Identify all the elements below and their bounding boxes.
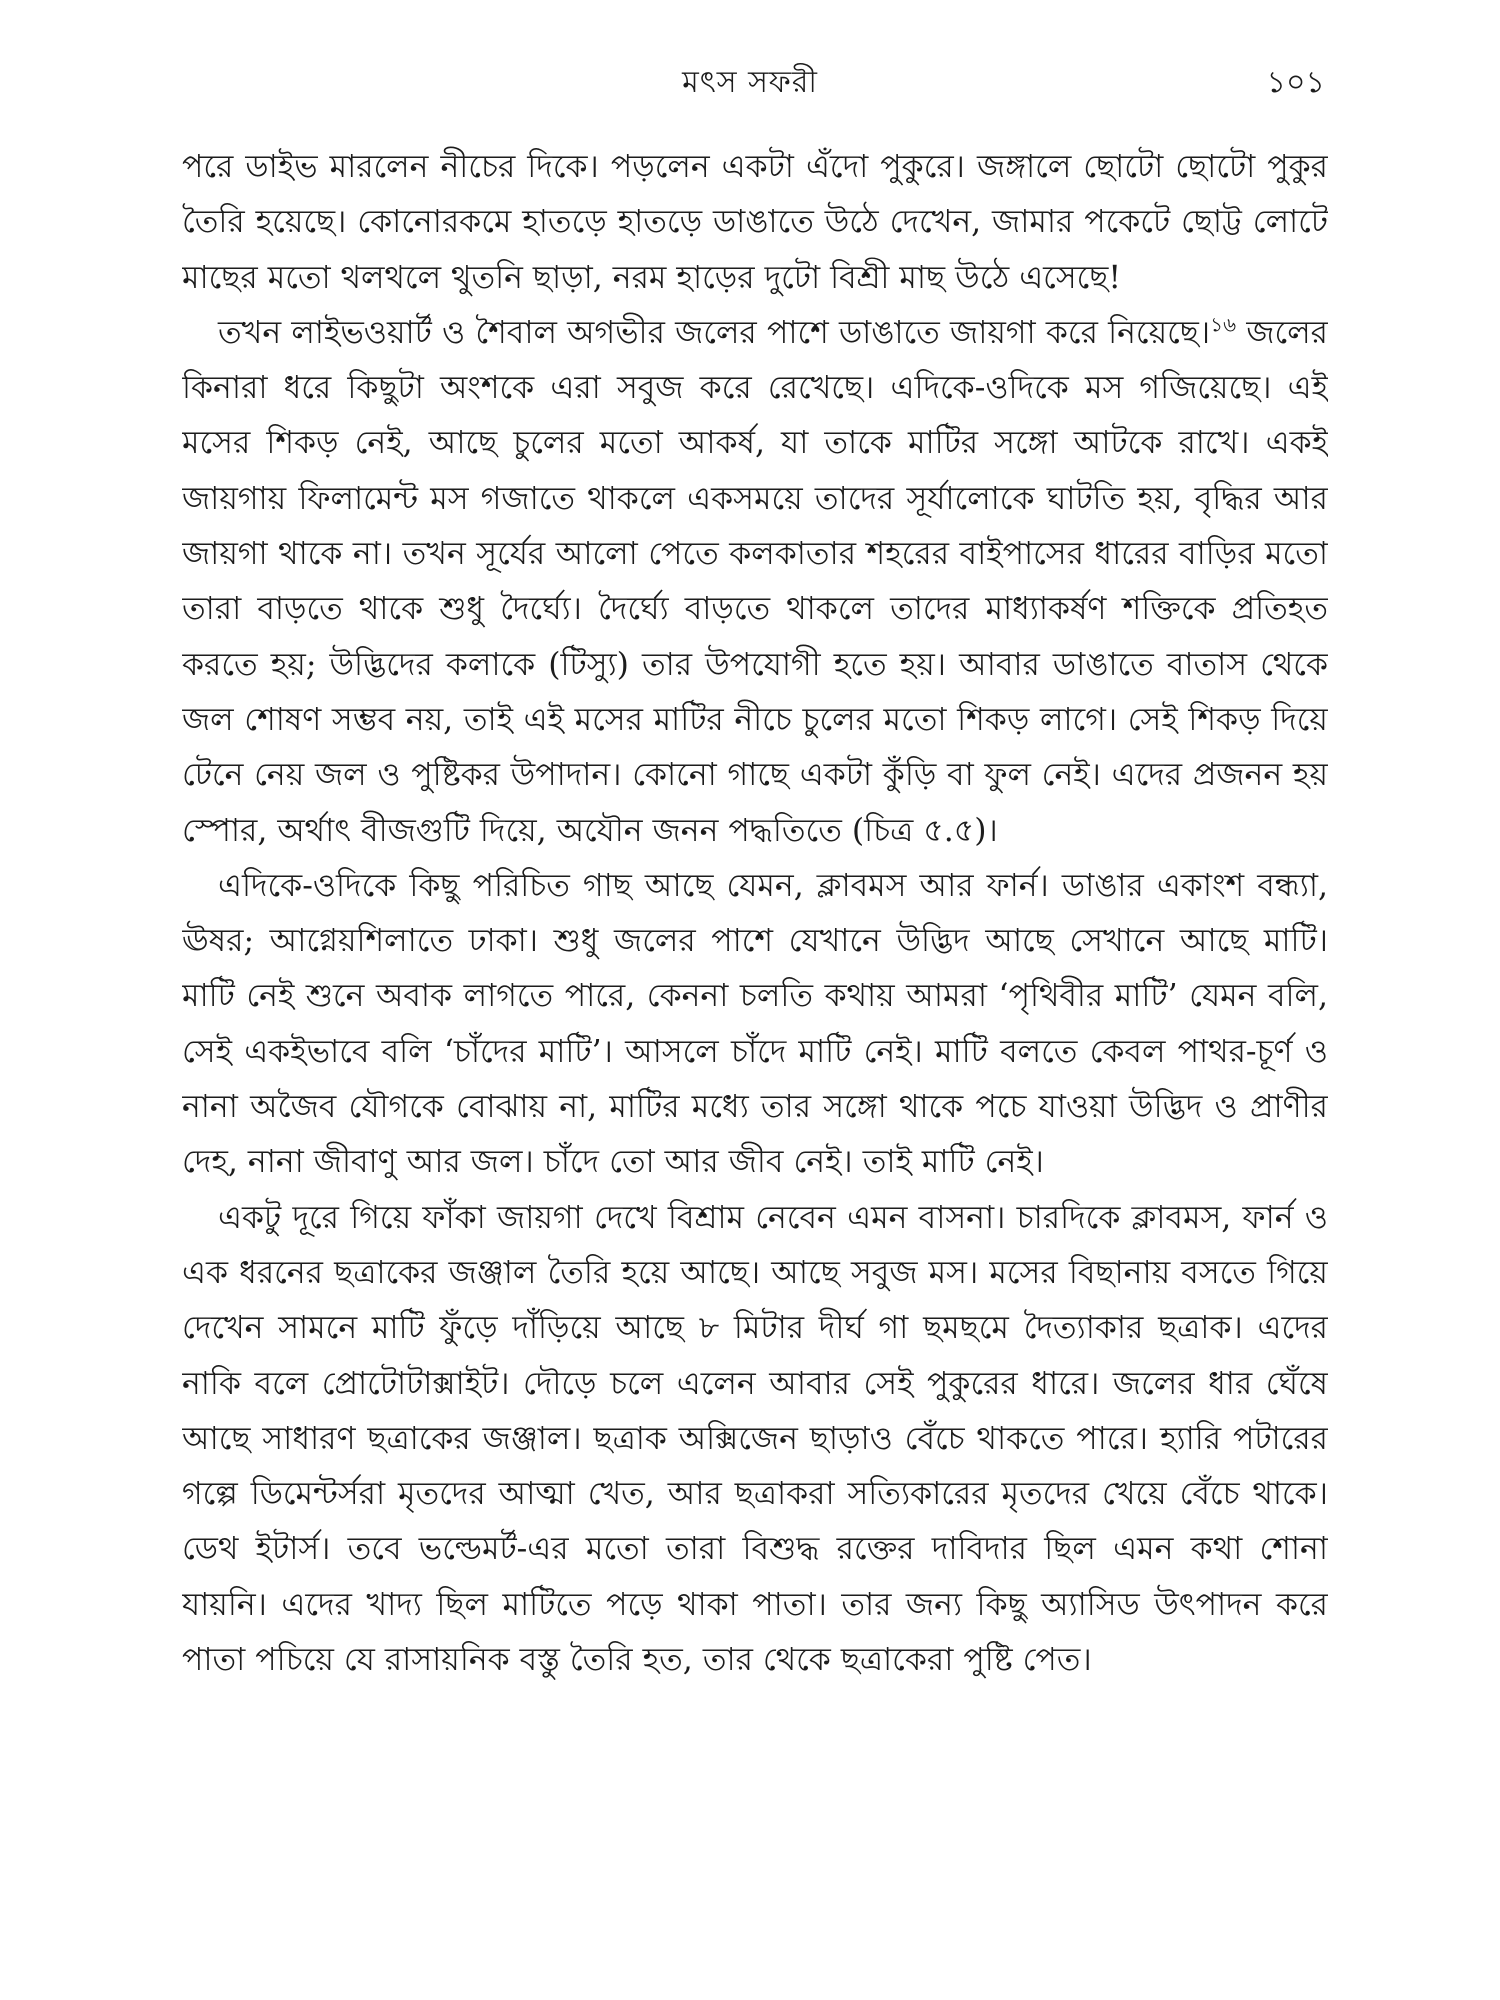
paragraph-1 [182,140,1328,306]
running-title: মৎস সফরী [682,65,818,100]
paragraph-1-text: পরে ডাইভ মারলেন নীচের দিকে। পড়লেন একটা এঁদো পুকুরে। জঙ্গালে ছোটো ছোটো পুকুর তৈরি হয়েছে। কোনোরকমে হাতড়ে হাতড়ে ডাঙাতে উঠে দেখেন, জামার পকেটে ছোট্ট লোটে মাছের মতো থলথলে থুতনি ছাড়া, নরম হাড়ের দুটো বিশ্রী মাছ উঠে এসেছে! [182,149,1328,296]
footnote-reference: ১৬ [1210,312,1237,337]
paragraph-2-text: তখন লাইভওয়ার্ট ও শৈবাল অগভীর জলের পাশে ডাঙাতে জায়গা করে নিয়েছে। [218,314,1211,351]
page-number: ১০১ [1266,65,1325,100]
running-header [175,58,1325,102]
body-text [182,140,1328,1940]
paragraph-3-text: এদিকে-ওদিকে কিছু পরিচিত গাছ আছে যেমন, ক্লাবমস আর ফার্ন। ডাঙার একাংশ বন্ধ্যা, ঊষর; আগ্নেয়শিলাতে ঢাকা। শুধু জলের পাশে যেখানে উদ্ভিদ আছে সেখানে আছে মাটি। মাটি নেই শুনে অবাক লাগতে পারে, কেননা চলতি কথায় আমরা ‘পৃথিবীর মাটি’ যেমন বলি, সেই একইভাবে বলি ‘চাঁদের মাটি’। আসলে চাঁদে মাটি নেই। মাটি বলতে কেবল পাথর-চূর্ণ ও নানা অজৈব যৌগকে বোঝায় না, মাটির মধ্যে তার সঙ্গো থাকে পচে যাওয়া উদ্ভিদ ও প্রাণীর দেহ, নানা জীবাণু আর জল। চাঁদে তো আর জীব নেই। তাই মাটি নেই। [182,867,1328,1181]
paragraph-2-text-continued: জলের কিনারা ধরে কিছুটা অংশকে এরা সবুজ করে রেখেছে। এদিকে-ওদিকে মস গজিয়েছে। এই মসের শিকড় নেই, আছে চুলের মতো আকর্ষ, যা তাকে মাটির সঙ্গো আটকে রাখে। একই জায়গায় ফিলামেন্ট মস গজাতে থাকলে একসময়ে তাদের সূর্যালোকে ঘাটতি হয়, বৃদ্ধির আর জায়গা থাকে না। তখন সূর্যের আলো পেতে কলকাতার শহরের বাইপাসের ধারের বাড়ির মতো তারা বাড়তে থাকে শুধু দৈর্ঘ্যে। দৈর্ঘ্যে বাড়তে থাকলে তাদের মাধ্যাকর্ষণ শক্তিকে প্রতিহত করতে হয়; উদ্ভিদের কলাকে (টিস্যু) তার উপযোগী হতে হয়। আবার ডাঙাতে বাতাস থেকে জল শোষণ সম্ভব নয়, তাই এই মসের মাটির নীচে চুলের মতো শিকড় লাগে। সেই শিকড় দিয়ে টেনে নেয় জল ও পুষ্টিকর উপাদান। কোনো গাছে একটা কুঁড়ি বা ফুল নেই। এদের প্রজনন হয় স্পোর, অর্থাৎ বীজগুটি দিয়ে, অযৌন জনন পদ্ধতিতে (চিত্র ৫.৫)। [182,314,1328,849]
paragraph-4 [182,1191,1328,1689]
paragraph-4-text: একটু দূরে গিয়ে ফাঁকা জায়গা দেখে বিশ্রাম নেবেন এমন বাসনা। চারদিকে ক্লাবমস, ফার্ন ও এক ধরনের ছত্রাকের জঞ্জাল তৈরি হয়ে আছে। আছে সবুজ মস। মসের বিছানায় বসতে গিয়ে দেখেন সামনে মাটি ফুঁড়ে দাঁড়িয়ে আছে ৮ মিটার দীর্ঘ গা ছমছমে দৈত্যাকার ছত্রাক। এদের নাকি বলে প্রোটোটাক্সাইট। দৌড়ে চলে এলেন আবার সেই পুকুরের ধারে। জলের ধার ঘেঁষে আছে সাধারণ ছত্রাকের জঞ্জাল। ছত্রাক অক্সিজেন ছাড়াও বেঁচে থাকতে পারে। হ্যারি পটারের গল্পে ডিমেন্টর্সরা মৃতদের আত্মা খেত, আর ছত্রাকরা সত্যিকারের মৃতদের খেয়ে বেঁচে থাকে। ডেথ ইটার্স। তবে ভল্ডেমর্ট-এর মতো তারা বিশুদ্ধ রক্তের দাবিদার ছিল এমন কথা শোনা যায়নি। এদের খাদ্য ছিল মাটিতে পড়ে থাকা পাতা। তার জন্য কিছু অ্যাসিড উৎপাদন করে পাতা পচিয়ে যে রাসায়নিক বস্তু তৈরি হত, তার থেকে ছত্রাকেরা পুষ্টি পেত। [182,1199,1328,1679]
paragraph-3 [182,859,1328,1191]
paragraph-2 [182,306,1328,859]
